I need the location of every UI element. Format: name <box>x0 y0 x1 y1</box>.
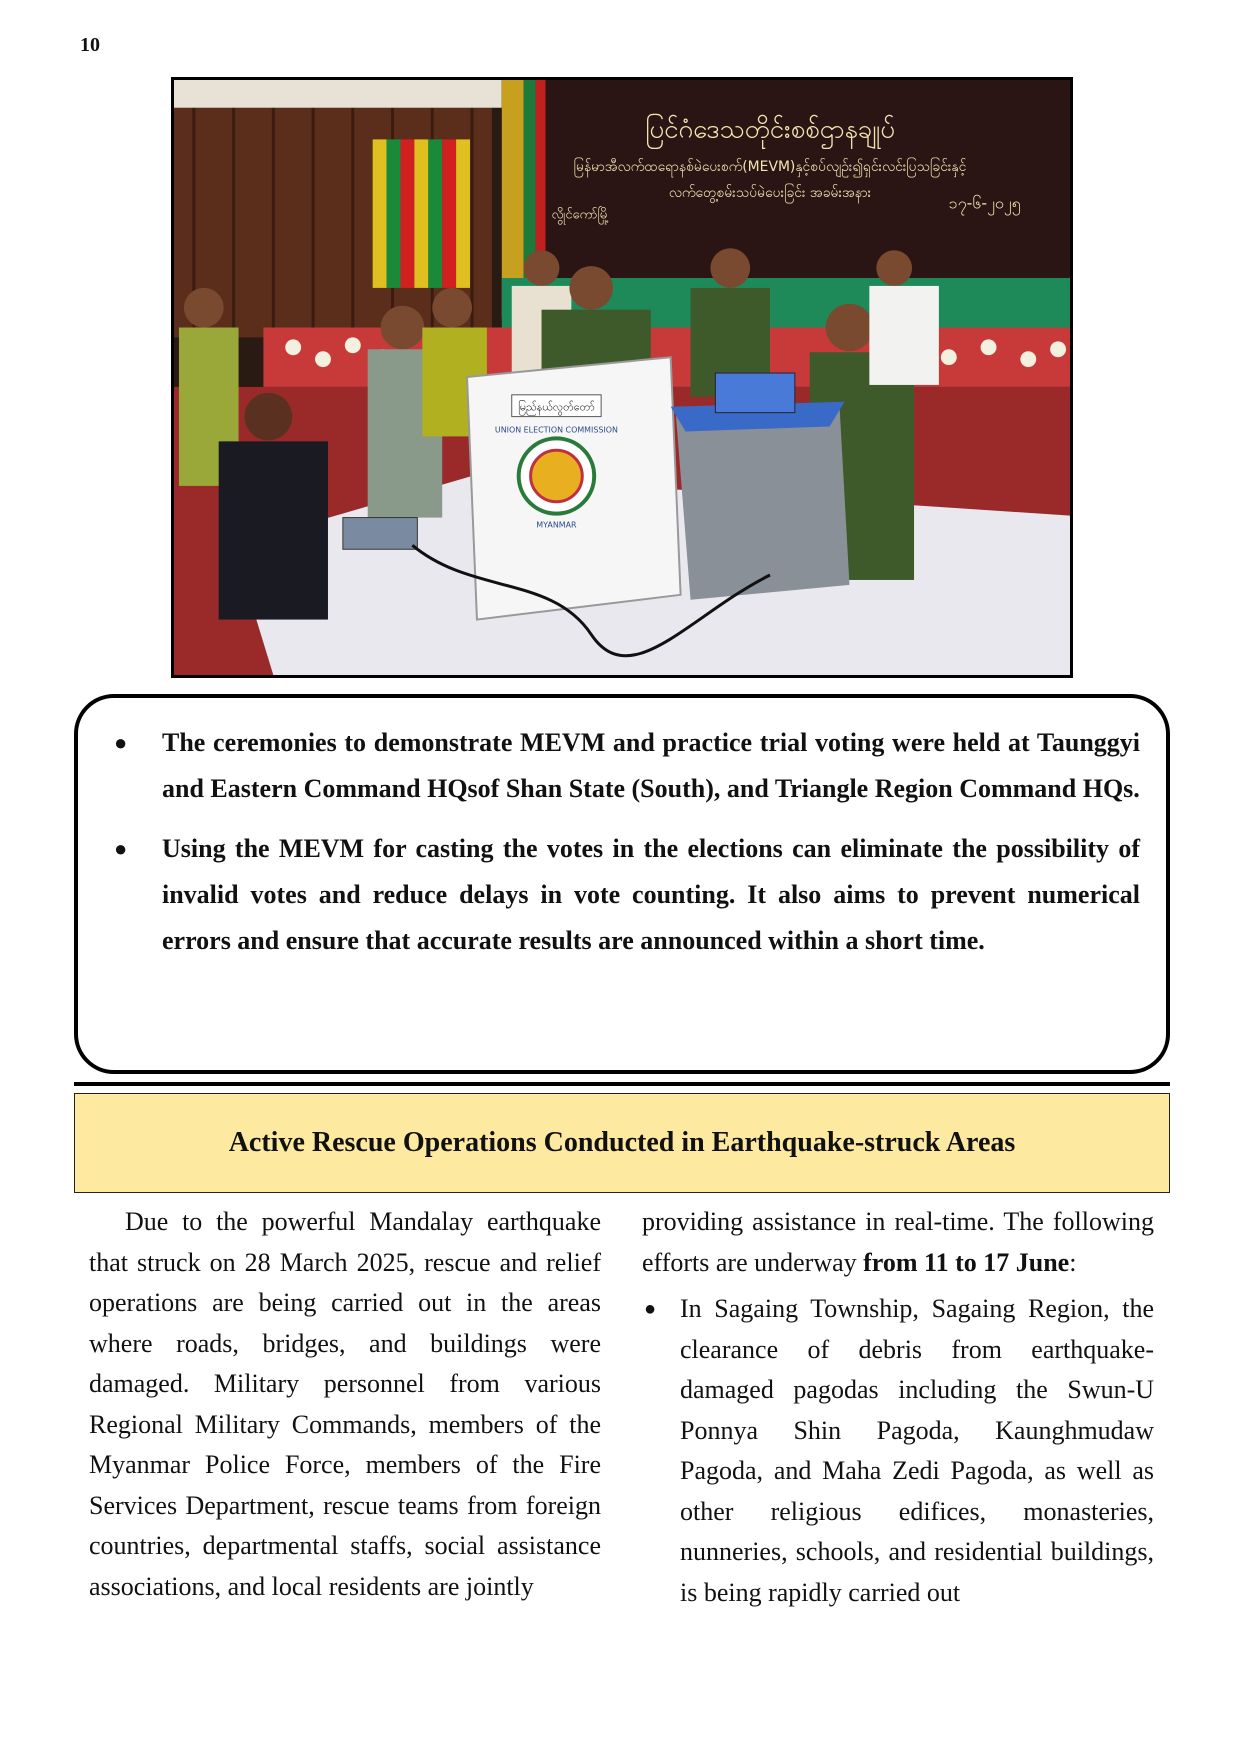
effort-text: In Sagaing Township, Sagaing Region, the clearance of debris from earthquake-damaged pagodas including the Swun-U Ponnya Shin Pagoda, Kaunghmudaw Pagoda, and Maha Zedi Pagoda, as well as other religious edifices, monasteries, nunneries, schools, and residential buildings, is being rapidly carried out <box>680 1294 1154 1607</box>
event-photo <box>171 77 1073 678</box>
intro-text: providing assistance in real-time. The following efforts are underway <box>642 1207 1154 1277</box>
banner-line-2: မြန်မာအီလက်ထရောနစ်မဲပေးစက်(MEVM)နှင့်စပ်လျဉ်း၍ရှင်းလင်းပြသခြင်းနှင့် <box>573 159 967 176</box>
mevm-machine <box>671 373 850 600</box>
page-number: 10 <box>80 34 100 56</box>
booth-label: မြည်နယ်လွတ်တော် <box>518 400 595 414</box>
article-paragraph: Due to the powerful Mandalay earthquake that struck on 28 March 2025, rescue and relief operations are being carried out in the areas where roads, bridges, and buildings were damaged. Military personnel from various Regional Military Commands, members of the Myanmar Police Force, members of the Fire Services Department, rescue teams from foreign countries, departmental staffs, social assistance associations, and local residents are jointly <box>89 1207 601 1601</box>
article-left-column <box>89 1202 601 1607</box>
section-title-banner <box>74 1093 1170 1193</box>
seal-top: UNION ELECTION COMMISSION <box>494 425 618 435</box>
key-point-item <box>104 826 1140 964</box>
article-right-column <box>642 1202 1154 1613</box>
effort-item <box>642 1289 1154 1613</box>
control-unit <box>343 518 418 550</box>
bullet-dot-icon: ● <box>644 1298 657 1320</box>
key-point-text: The ceremonies to demonstrate MEVM and practice trial voting were held at Taunggyi and Eastern Command HQsof Shan State (South), and Triangle Region Command HQs. <box>162 728 1140 803</box>
voting-booth <box>467 357 681 619</box>
banner-line-1: ပြင်ဂံဒေသတိုင်းစစ်ဌာနချုပ် <box>645 114 895 145</box>
section-title: Active Rescue Operations Conducted in Earthquake-struck Areas <box>228 1127 1016 1158</box>
bullet-dot-icon: ● <box>114 836 128 861</box>
ceiling <box>174 80 502 108</box>
efforts-list <box>642 1289 1154 1613</box>
key-point-text: Using the MEVM for casting the votes in the elections can eliminate the possibility of invalid votes and reduce delays in vote counting. It also aims to prevent numerical errors and ensure that accurate results are announced within a short time. <box>162 834 1140 955</box>
banner-date: ၁၇-၆-၂၀၂၅ <box>948 193 1021 213</box>
date-range: from 11 to 17 June <box>863 1247 1070 1277</box>
intro-end: : <box>1069 1247 1077 1277</box>
key-points-list <box>104 720 1140 964</box>
event-photo-illustration <box>174 80 1070 675</box>
banner-city: လွိုင်ကော်မြို့ <box>551 207 610 223</box>
article-paragraph <box>642 1202 1154 1283</box>
key-points-box <box>74 694 1170 1074</box>
flags <box>373 139 470 288</box>
seal-bottom: MYANMAR <box>536 520 577 530</box>
bullet-dot-icon: ● <box>114 730 128 755</box>
banner-line-3: လက်တွေ့စမ်းသပ်မဲပေးခြင်း အခမ်းအနား <box>668 184 872 201</box>
key-point-item <box>104 720 1140 812</box>
section-divider <box>74 1082 1170 1086</box>
